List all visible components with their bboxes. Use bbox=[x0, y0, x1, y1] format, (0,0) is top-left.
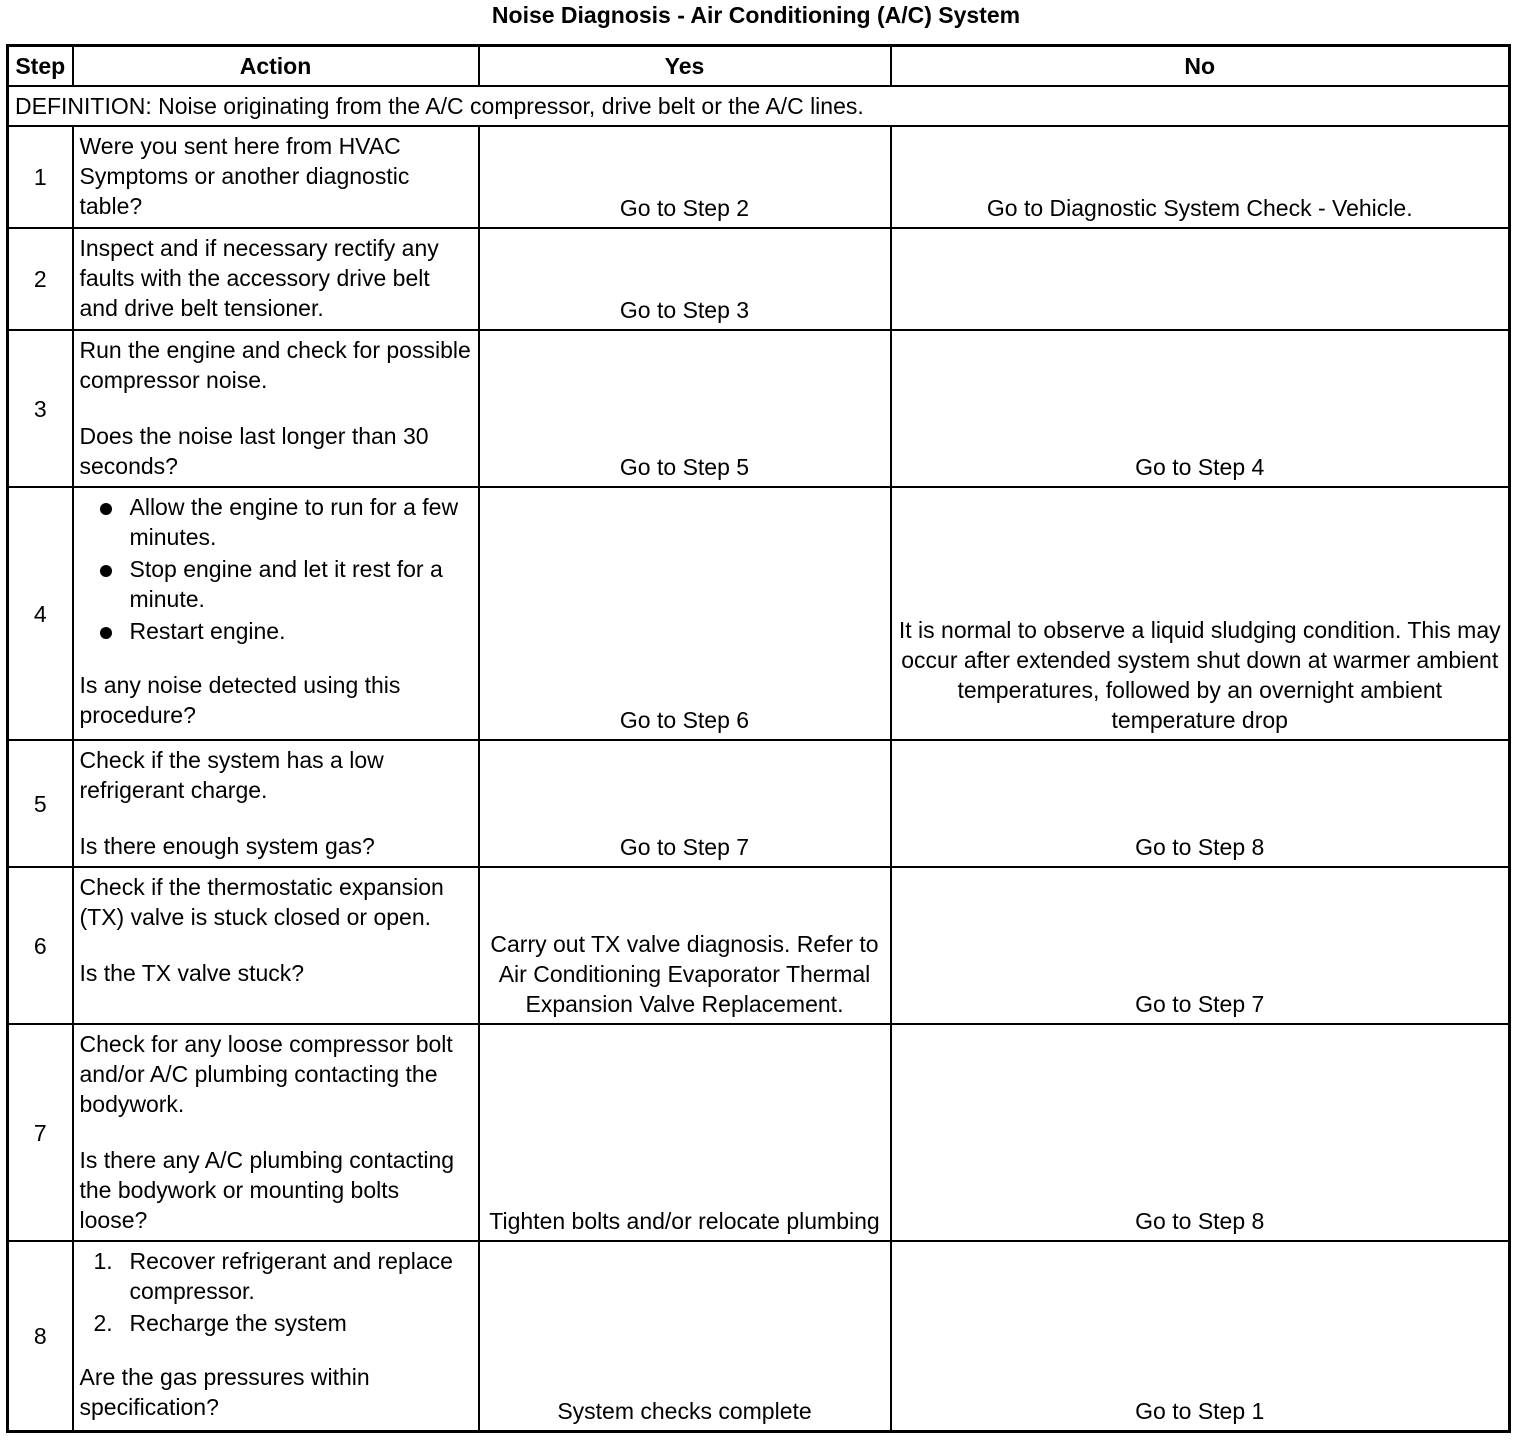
header-step: Step bbox=[8, 46, 73, 87]
action-text: Run the engine and check for possible compressor noise. bbox=[79, 337, 471, 393]
list-item bbox=[80, 554, 472, 614]
action-question: Are the gas pressures within specification? bbox=[79, 1364, 370, 1420]
list-item-text: Allow the engine to run for a few minutes. bbox=[129, 494, 459, 550]
yes-cell: Go to Step 3 bbox=[479, 228, 891, 330]
table-row bbox=[8, 487, 1510, 740]
action-text: Inspect and if necessary rectify any faults with the accessory drive belt and drive belt tensioner. bbox=[79, 235, 439, 321]
action-question: Is there enough system gas? bbox=[79, 833, 375, 859]
step-number: 5 bbox=[8, 740, 73, 867]
step-number: 7 bbox=[8, 1024, 73, 1241]
step-number: 3 bbox=[8, 330, 73, 487]
table-row bbox=[8, 330, 1510, 487]
action-cell bbox=[73, 126, 479, 228]
action-cell bbox=[73, 740, 479, 867]
bullet-list bbox=[80, 492, 472, 646]
action-text: Check if the thermostatic expansion (TX) valve is stuck closed or open. bbox=[79, 874, 444, 930]
step-number: 1 bbox=[8, 126, 73, 228]
bullet-icon bbox=[100, 627, 112, 639]
table-header-row bbox=[8, 46, 1510, 87]
action-question: Is any noise detected using this procedure? bbox=[79, 672, 401, 728]
diagnosis-table bbox=[6, 44, 1511, 1433]
yes-cell: Go to Step 7 bbox=[479, 740, 891, 867]
table-row bbox=[8, 1241, 1510, 1431]
list-number: 1. bbox=[93, 1248, 113, 1274]
list-item-text: Recover refrigerant and replace compressor. bbox=[129, 1248, 453, 1304]
definition-row bbox=[8, 86, 1510, 126]
table-row bbox=[8, 228, 1510, 330]
action-question: Does the noise last longer than 30 seconds? bbox=[79, 423, 429, 479]
list-item bbox=[80, 492, 472, 552]
table-row bbox=[8, 740, 1510, 867]
no-cell: Go to Step 8 bbox=[891, 1024, 1510, 1241]
list-item bbox=[80, 1308, 472, 1338]
list-item bbox=[80, 1246, 472, 1306]
list-item-text: Recharge the system bbox=[129, 1310, 347, 1336]
yes-cell: Go to Step 5 bbox=[479, 330, 891, 487]
list-number: 2. bbox=[93, 1310, 113, 1336]
list-item bbox=[80, 616, 472, 646]
action-text: Check for any loose compressor bolt and/or A/C plumbing contacting the bodywork. bbox=[79, 1031, 453, 1117]
yes-cell: System checks complete bbox=[479, 1241, 891, 1431]
action-cell bbox=[73, 330, 479, 487]
no-cell: Go to Step 1 bbox=[891, 1241, 1510, 1431]
yes-cell: Go to Step 2 bbox=[479, 126, 891, 228]
list-item-text: Restart engine. bbox=[129, 618, 286, 644]
action-cell bbox=[73, 867, 479, 1024]
list-item-text: Stop engine and let it rest for a minute. bbox=[129, 556, 443, 612]
page-title: Noise Diagnosis - Air Conditioning (A/C) System bbox=[491, 2, 1021, 28]
yes-cell: Carry out TX valve diagnosis. Refer to Air Conditioning Evaporator Thermal Expansion Valve Replacement. bbox=[479, 867, 891, 1024]
action-cell bbox=[73, 1241, 479, 1431]
header-yes: Yes bbox=[479, 46, 891, 87]
header-no: No bbox=[891, 46, 1510, 87]
action-question: Is there any A/C plumbing contacting the bodywork or mounting bolts loose? bbox=[79, 1147, 455, 1233]
no-cell: Go to Step 4 bbox=[891, 330, 1510, 487]
step-number: 8 bbox=[8, 1241, 73, 1431]
no-cell: Go to Step 7 bbox=[891, 867, 1510, 1024]
table-row bbox=[8, 1024, 1510, 1241]
action-cell bbox=[73, 228, 479, 330]
no-cell: Go to Diagnostic System Check - Vehicle. bbox=[891, 126, 1510, 228]
action-cell bbox=[73, 1024, 479, 1241]
no-cell: Go to Step 8 bbox=[891, 740, 1510, 867]
action-text: Check if the system has a low refrigerant charge. bbox=[79, 747, 384, 803]
yes-cell: Tighten bolts and/or relocate plumbing bbox=[479, 1024, 891, 1241]
bullet-icon bbox=[100, 565, 112, 577]
action-cell bbox=[73, 487, 479, 740]
step-number: 2 bbox=[8, 228, 73, 330]
action-text: Were you sent here from HVAC Symptoms or another diagnostic table? bbox=[79, 133, 410, 219]
step-number: 4 bbox=[8, 487, 73, 740]
action-question: Is the TX valve stuck? bbox=[79, 960, 305, 986]
table-row bbox=[8, 867, 1510, 1024]
numbered-list bbox=[80, 1246, 472, 1338]
step-number: 6 bbox=[8, 867, 73, 1024]
bullet-icon bbox=[100, 503, 112, 515]
table-row bbox=[8, 126, 1510, 228]
definition-text: DEFINITION: Noise originating from the A/C compressor, drive belt or the A/C lines. bbox=[8, 86, 1510, 126]
header-action: Action bbox=[73, 46, 479, 87]
no-cell bbox=[891, 228, 1510, 330]
yes-cell: Go to Step 6 bbox=[479, 487, 891, 740]
no-cell: It is normal to observe a liquid sludging condition. This may occur after extended system shut down at warmer ambient temperatures, followed by an overnight ambient temperature drop bbox=[891, 487, 1510, 740]
